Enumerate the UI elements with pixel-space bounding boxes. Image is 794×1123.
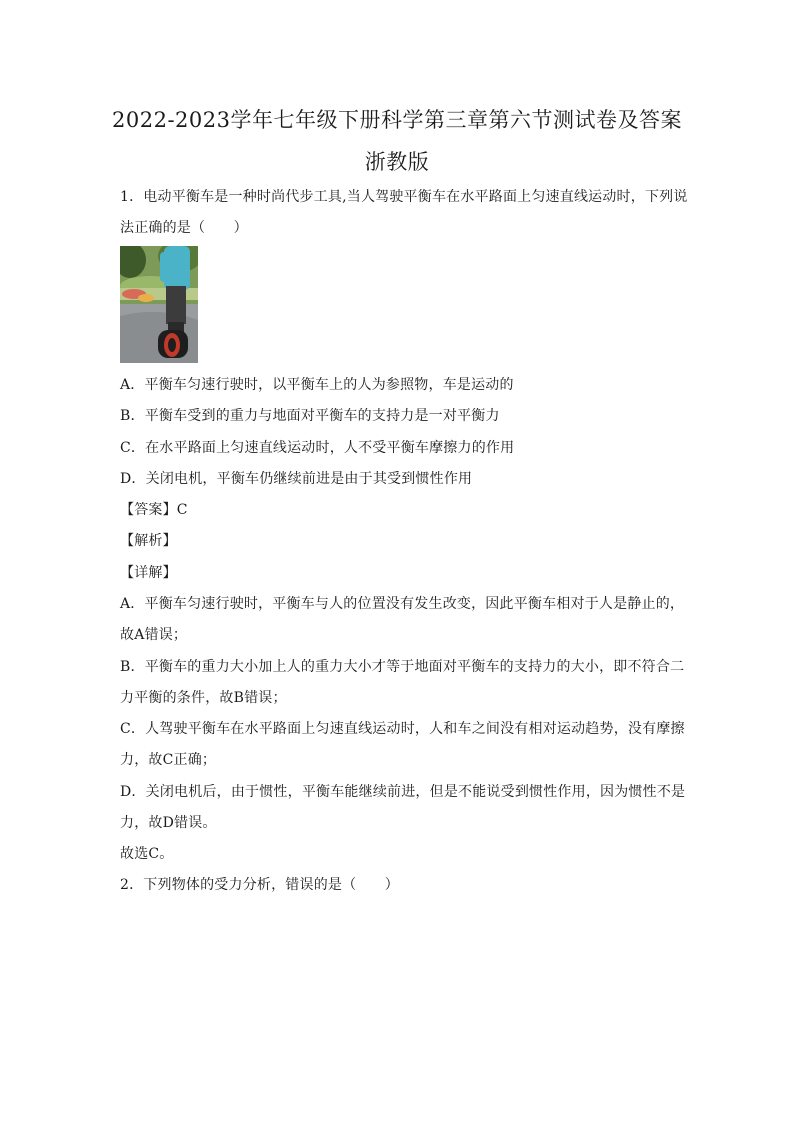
explanation-line: 力，故C正确； (120, 752, 217, 768)
document-subtitle: 浙教版 (364, 150, 430, 174)
explanation-line: A．平衡车匀速行驶时，平衡车与人的位置没有发生改变，因此平衡车相对于人是静止的， (120, 596, 685, 612)
explanation-line: 力，故D错误。 (120, 815, 217, 831)
question-1-option-d: D．关闭电机，平衡车仍继续前进是由于其受到惯性作用 (120, 471, 473, 487)
answer-label: 【答案】C (120, 502, 188, 518)
explanation-line: B．平衡车的重力大小加上人的重力大小才等于地面对平衡车的支持力的大小，即不符合二 (120, 659, 685, 675)
document-title: 2022-2023学年七年级下册科学第三章第六节测试卷及答案 (112, 108, 682, 132)
question-2-stem: 2．下列物体的受力分析，错误的是（ ） (120, 877, 399, 893)
explanation-line: 力平衡的条件，故B错误； (120, 690, 287, 706)
question-1-stem-line-2: 法正确的是（ ） (120, 220, 248, 236)
analysis-label: 【解析】 (120, 533, 177, 549)
question-1-stem-line-1: 1．电动平衡车是一种时尚代步工具,当人驾驶平衡车在水平路面上匀速直线运动时，下列说 (120, 189, 688, 205)
balance-car-photo (120, 246, 198, 363)
explanation-line: D．关闭电机后，由于惯性，平衡车能继续前进，但是不能说受到惯性作用，因为惯性不是 (120, 784, 686, 800)
conclusion: 故选C。 (120, 846, 174, 862)
explanation-line: C．人驾驶平衡车在水平路面上匀速直线运动时，人和车之间没有相对运动趋势，没有摩擦 (120, 721, 685, 737)
question-1-option-b: B．平衡车受到的重力与地面对平衡车的支持力是一对平衡力 (120, 408, 500, 424)
explanation-line: 故A错误； (120, 627, 188, 643)
question-1-option-a: A．平衡车匀速行驶时，以平衡车上的人为参照物，车是运动的 (120, 377, 514, 393)
question-1-option-c: C．在水平路面上匀速直线运动时，人不受平衡车摩擦力的作用 (120, 440, 515, 456)
detail-label: 【详解】 (120, 565, 177, 581)
